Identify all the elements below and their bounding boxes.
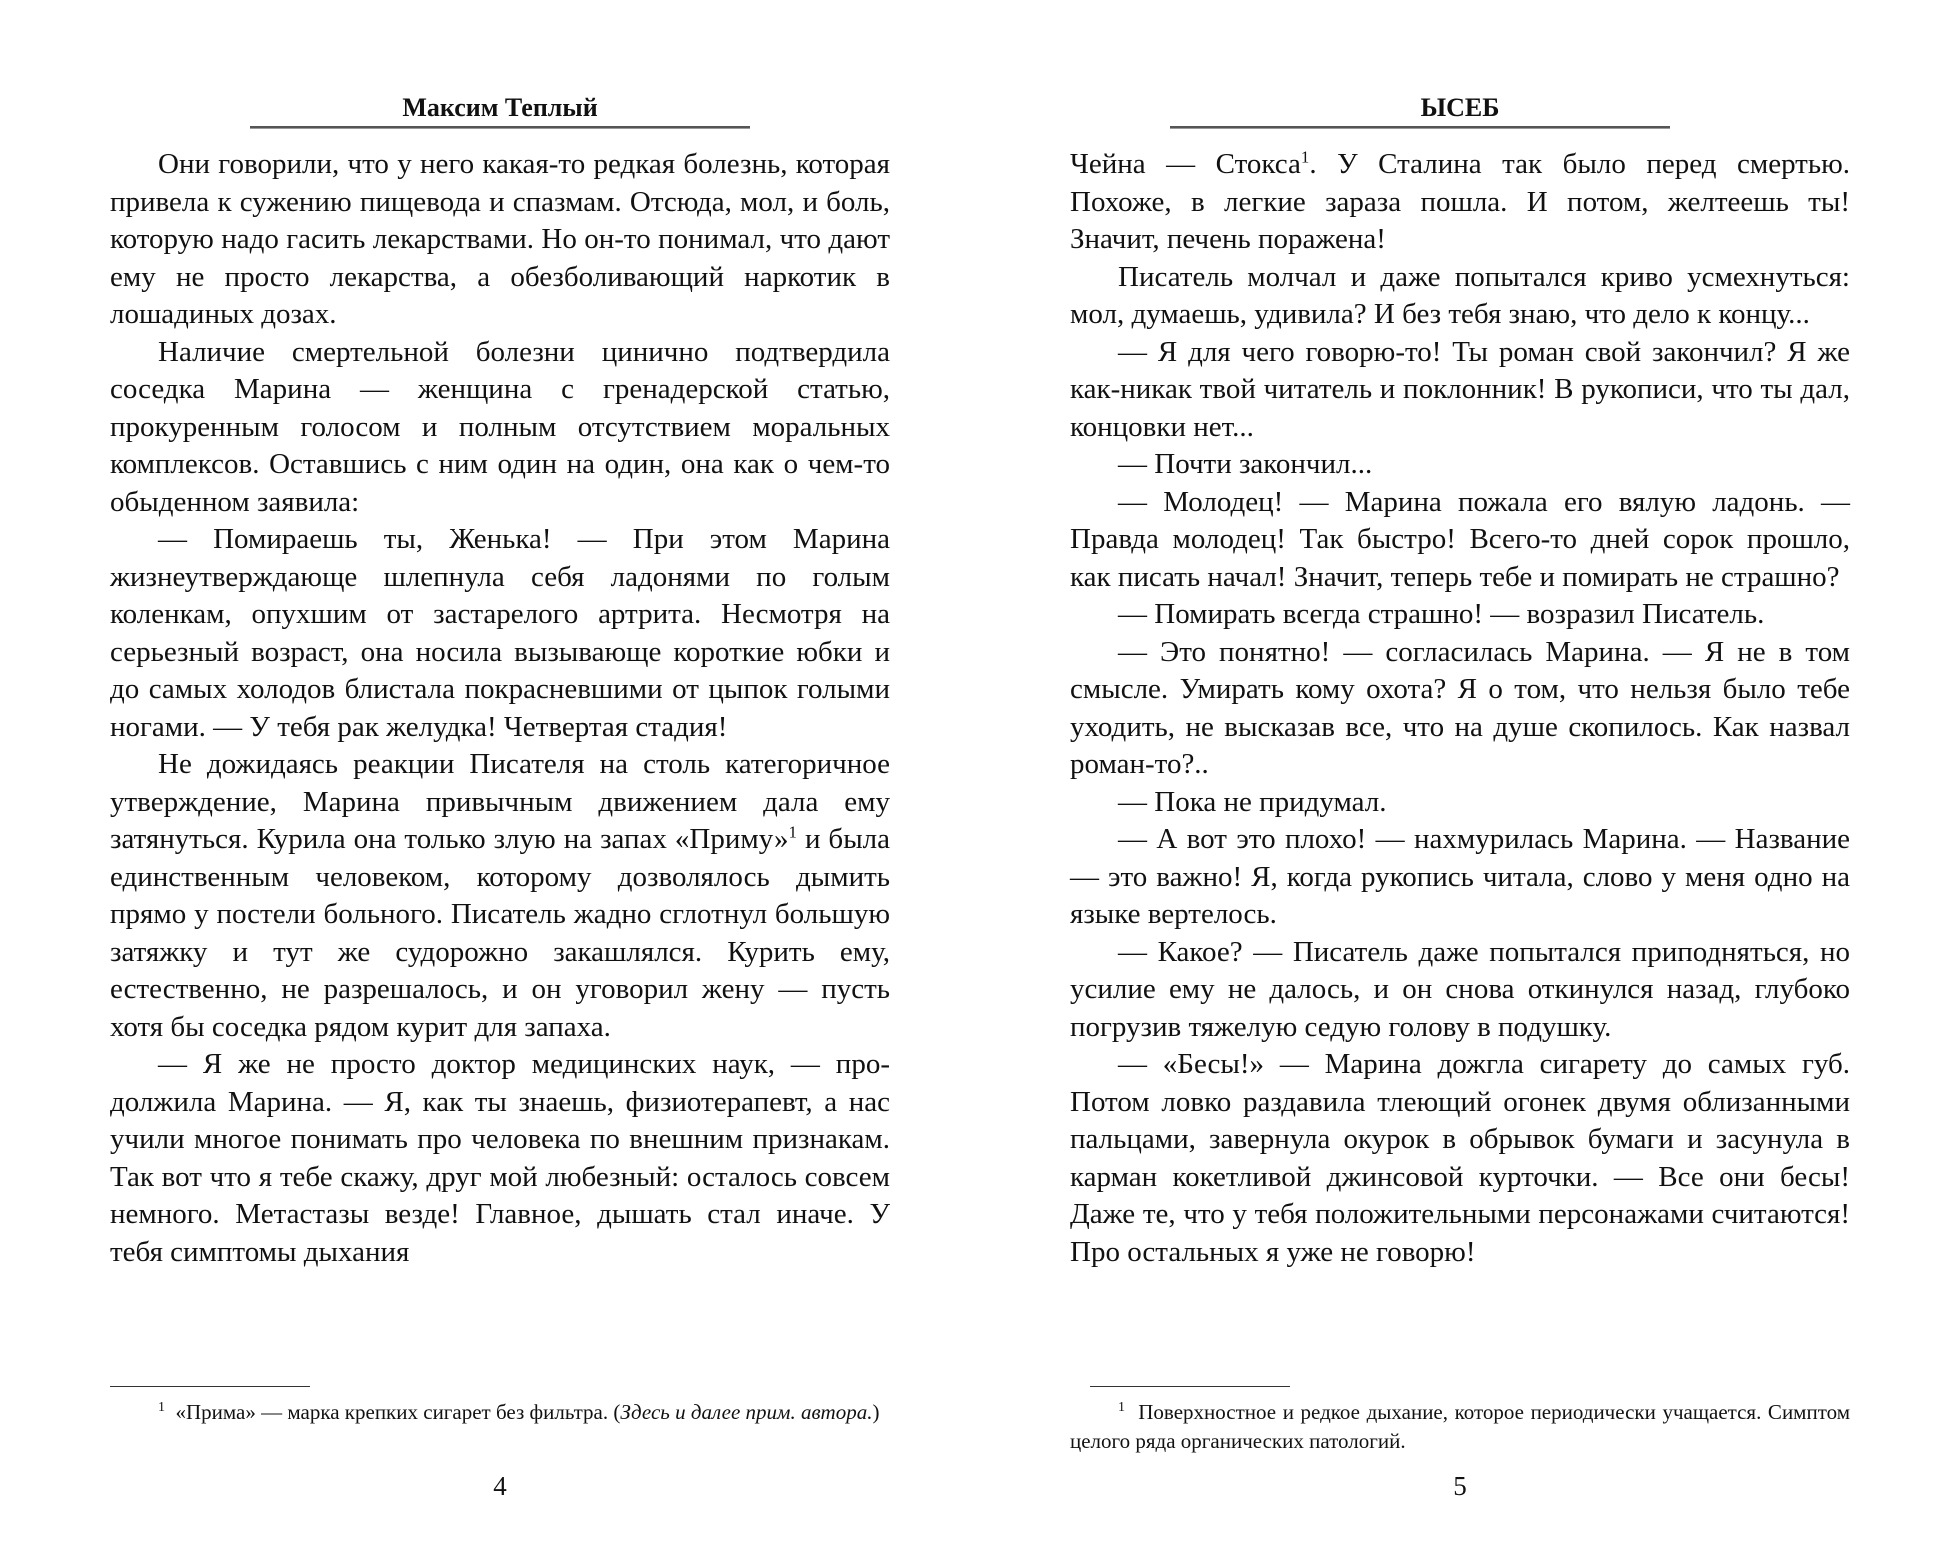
left-paragraph-4: [110, 746, 890, 1046]
right-body-text: [1070, 146, 1850, 1271]
right-footnote-rule: [1090, 1386, 1290, 1387]
left-page: [110, 0, 890, 1564]
left-footnote: [110, 1398, 890, 1427]
right-footnote: [1070, 1398, 1850, 1456]
right-paragraph-5: — Помирать всегда страшно! — возразил Писатель.: [1118, 598, 1765, 630]
left-paragraph-1: Они говорили, что у него какая-то редкая болезнь, которая привела к сужению пищевода и спазмам. Отсюда, мол, и боль, которую надо гасить лекарствами. Но он-то понимал, что дают ему не просто лекарства, а обезболивающий наркотик в лошадиных дозах.: [110, 148, 890, 330]
right-paragraph-8: — А вот это плохо! — нахмурилась Марина. — Название — это важно! Я, когда рукопись читала, слово у меня одно на языке вертелось.: [1070, 823, 1850, 930]
right-footnote-marker: 1: [1118, 1400, 1125, 1415]
right-paragraph-0: [1070, 146, 1850, 259]
right-running-head: ЫСЕБ: [1420, 93, 1500, 122]
left-footnote-close: ): [872, 1400, 880, 1424]
left-paragraph-3: — Помираешь ты, Женька! — При этом Марина жизнеутверждающе шлепнула себя ладонями по голым коленкам, опухшим от застарелого артрита. Несмотря на серьезный возраст, она носила вызывающе короткие юбки и до самых холодов блистала покрасневшими от цыпок голыми ногами. — У тебя рак желудка! Четвертая стадия!: [110, 523, 890, 743]
left-body-text: [110, 146, 890, 1271]
right-footnote-text: Поверхностное и редкое дыхание, которое периодически учащается. Симптом целого ряда органических патологий.: [1070, 1400, 1850, 1453]
left-paragraph-4-cont: и была единственным человеком, которому дозволялось дымить прямо у постели больного. Писатель жадно сглотнул большую затяжку и тут же судорожно закашлялся. Курить ему, естественно, не разрешалось, и он уговорил жену — пусть хотя бы соседка рядом курит для запаха.: [110, 823, 891, 1043]
left-footnote-ref: 1: [788, 822, 797, 842]
left-footnote-rule: [110, 1386, 310, 1387]
right-paragraph-6: — Это понятно! — согласилась Марина. — Я не в том смысле. Умирать кому охота? Я о том, что нельзя было тебе уходить, не высказав все, что на душе скопилось. Как назвал роман-то?..: [1070, 635, 1850, 780]
left-footnote-italic: Здесь и далее прим. автора.: [620, 1400, 873, 1424]
left-running-head: Максим Теплый: [402, 93, 598, 122]
left-footnote-text: «Прима» — марка крепких сигарет без фильтра. (: [175, 1400, 621, 1424]
right-paragraph-7: — Пока не придумал.: [1118, 785, 1387, 818]
right-paragraph-4: — Молодец! — Марина пожала его вялую ладонь. — Правда молодец! Так быстро! Всего-то дней сорок прошло, как писать начал! Значит, теперь тебе и помирать не страшно?: [1070, 485, 1850, 593]
prima-word: «Приму»: [674, 823, 789, 855]
right-paragraph-9: — Какое? — Писатель даже попытался приподняться, но усилие ему не далось, и он снова откинулся назад, глубоко погрузив тяжелую седую голову в подушку.: [1070, 935, 1850, 1043]
left-paragraph-5: — Я же не просто доктор медицинских наук, — продолжила Марина. — Я, как ты знаешь, физиотерапевт, а нас учили многое понимать про человека по внешним признакам. Так вот что я тебе скажу, друг мой любезный: осталось совсем немного. Метастазы везде! Главное, дышать стал иначе. У тебя симптомы дыхания: [110, 1048, 890, 1268]
right-footnote-ref: 1: [1300, 147, 1310, 167]
left-footnote-marker: 1: [158, 1400, 165, 1415]
right-paragraph-3: — Почти закончил...: [1118, 448, 1373, 480]
right-paragraph-1: Писатель молчал и даже попытался криво усмехнуться: мол, думаешь, удивила? И без тебя знаю, что дело к концу...: [1070, 260, 1850, 330]
left-paragraph-4-text: Не дожидаясь реакции Писателя на столь категоричное утверждение, Марина привычным движением дала ему затянуться. Курила она только злую на запах: [110, 748, 890, 855]
right-paragraph-10: — «Бесы!» — Марина дожгла сигарету до самых губ. Потом ловко раздавила тлеющий огонек двумя облизанными пальцами, завернула окурок в обрывок бумаги и засунула в карман кокетливой джинсовой курточки. — Все они бесы! Даже те, что у тебя положительными персонажами считаются! Про остальных я уже не говорю!: [1070, 1048, 1850, 1268]
right-head-rule: [1170, 126, 1670, 129]
right-first-line-start: Чейна — Стокса: [1070, 148, 1301, 180]
right-paragraph-2: — Я для чего говорю-то! Ты роман свой закончил? Я же как-никак твой читатель и поклонник! В рукописи, что ты дал, концовки нет...: [1070, 335, 1850, 443]
right-page-number: 5: [1453, 1471, 1467, 1501]
left-paragraph-2: Наличие смертельной болезни цинично подтвердила соседка Марина — женщина с гренадерской статью, прокуренным голосом и полным отсутствием моральных комплексов. Оставшись с ним один на один, она как о чем-то обыденном заявила:: [110, 335, 890, 518]
left-head-rule: [250, 126, 750, 129]
right-first-line-rest: . У Сталина так было перед смертью. Похоже, в легкие зараза пошла. И потом, желтеешь ты! Значит, печень поражена!: [1070, 148, 1850, 255]
left-page-number: 4: [493, 1471, 507, 1501]
right-page: [1070, 0, 1850, 1564]
